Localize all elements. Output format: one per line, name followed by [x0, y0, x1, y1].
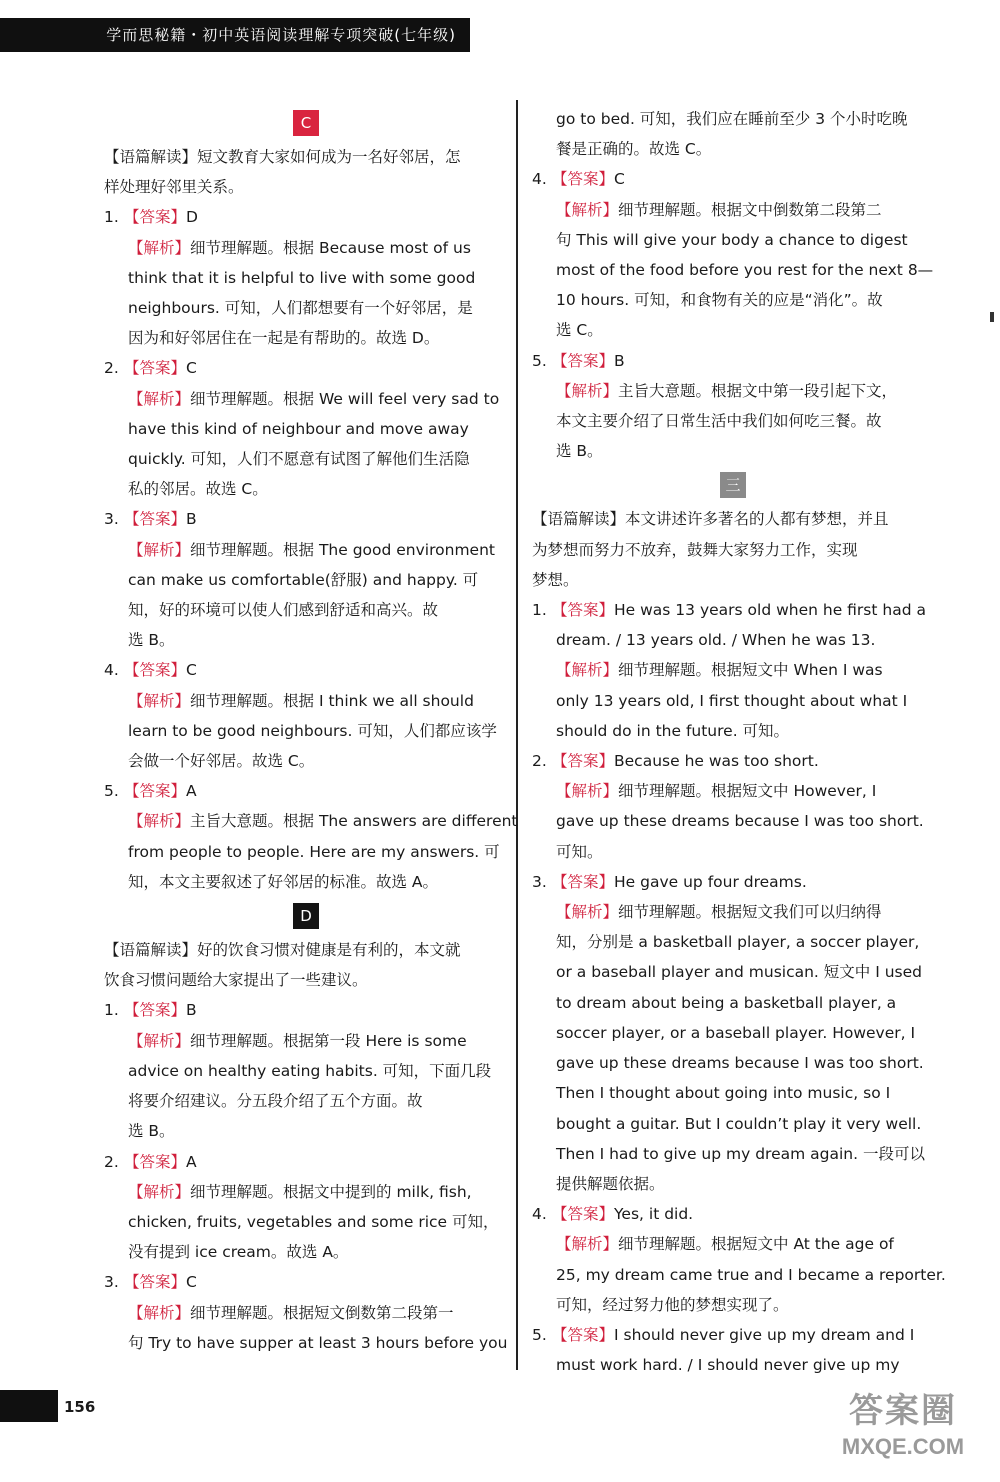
line-text: to dream about being a basketball player, a — [556, 993, 897, 1012]
text-line — [104, 1328, 508, 1358]
line-text: 因为和好邻居住在一起是有帮助的。故选 D。 — [128, 329, 440, 348]
watermark-top: 答案圈 — [849, 1392, 957, 1430]
text-line — [532, 104, 934, 134]
line-text: 细节理解题。根据短文中 When I was — [618, 661, 883, 680]
line-text: learn to be good neighbours. 可知，人们都应该学 — [128, 721, 497, 740]
analysis-label: 【解析】 — [128, 540, 191, 559]
line-text: 细节理解题。根据短文我们可以归纳得 — [618, 903, 882, 922]
text-line — [532, 897, 934, 927]
text-line — [104, 716, 508, 746]
line-text: quickly. 可知，人们不愿意有试图了解他们生活隐 — [128, 450, 470, 469]
section-header — [104, 897, 508, 935]
text-line — [104, 323, 508, 353]
text-line — [532, 927, 934, 957]
text-line — [532, 1078, 934, 1108]
line-text: most of the food before you rest for the next 8— — [556, 261, 934, 280]
answer-text: C — [186, 359, 197, 378]
text-line — [104, 837, 508, 867]
text-line — [104, 935, 508, 965]
text-line — [104, 172, 508, 202]
answer-text: C — [614, 170, 625, 189]
text-line — [532, 957, 934, 987]
analysis-label: 【解析】 — [556, 903, 619, 922]
text-line — [532, 255, 934, 285]
text-line — [104, 1086, 508, 1116]
line-text: gave up these dreams because I was too short. — [556, 1054, 924, 1073]
text-line — [532, 686, 934, 716]
answer-text: A — [186, 782, 197, 801]
text-line — [532, 1048, 934, 1078]
watermark-bottom: MXQE.COM — [841, 1434, 965, 1459]
line-text: 私的邻居。故选 C。 — [128, 480, 268, 499]
question-number: 4. — [532, 170, 547, 189]
text-line — [532, 225, 934, 255]
text-line — [532, 1229, 934, 1259]
line-text: only 13 years old, I first thought about what I — [556, 691, 908, 710]
text-line — [104, 565, 508, 595]
question-number: 2. — [532, 752, 547, 771]
text-line — [104, 293, 508, 323]
text-line — [104, 233, 508, 263]
analysis-label: 【解析】 — [556, 661, 619, 680]
analysis-label: 【解析】 — [128, 691, 191, 710]
line-text: 知，本文主要叙述了好邻居的标准。故选 A。 — [128, 872, 439, 891]
text-line — [532, 655, 934, 685]
page-number-bar — [0, 1390, 58, 1422]
text-line — [104, 1056, 508, 1086]
text-line — [532, 1109, 934, 1139]
line-text: 没有提到 ice cream。故选 A。 — [128, 1243, 349, 1262]
line-text: 细节理解题。根据 The good environment — [190, 540, 495, 559]
answer-label: 【答案】 — [124, 782, 187, 801]
line-text: Then I had to give up my dream again. 一段可以 — [556, 1144, 925, 1163]
text-line — [104, 142, 508, 172]
line-text: 细节理解题。根据 We will feel very sad to — [190, 389, 500, 408]
answer-line — [104, 655, 508, 685]
answer-label: 【答案】 — [124, 510, 187, 529]
question-number: 5. — [532, 351, 547, 370]
answer-line — [104, 1267, 508, 1297]
answer-line — [532, 1199, 934, 1229]
line-text: can make us comfortable(舒服) and happy. 可 — [128, 570, 479, 589]
watermark-logo — [818, 1390, 988, 1474]
answer-text: C — [186, 661, 197, 680]
text-line — [532, 1139, 934, 1169]
line-text: 可知，经过努力他的梦想实现了。 — [556, 1295, 789, 1314]
answer-text: B — [186, 510, 197, 529]
answer-text: B — [614, 351, 625, 370]
answer-line — [104, 202, 508, 232]
text-line — [104, 444, 508, 474]
question-number: 5. — [532, 1325, 547, 1344]
analysis-label: 【解析】 — [128, 1182, 191, 1201]
line-text: 细节理解题。根据第一段 Here is some — [190, 1031, 467, 1050]
line-text: 提供解题依据。 — [556, 1174, 665, 1193]
line-text: 梦想。 — [532, 570, 579, 589]
line-text: 可知。 — [556, 842, 603, 861]
question-number: 2. — [104, 1152, 119, 1171]
text-line — [532, 436, 934, 466]
line-text: bought a guitar. But I couldn’t play it very well. — [556, 1114, 922, 1133]
line-text: 细节理解题。根据短文倒数第二段第一 — [190, 1303, 454, 1322]
line-text: Then I thought about going into music, so I — [556, 1084, 891, 1103]
section-badge: C — [293, 110, 319, 136]
line-text: 选 B。 — [128, 1122, 175, 1141]
answer-label: 【答案】 — [552, 872, 615, 891]
line-text: 主旨大意题。根据 The answers are different — [190, 812, 518, 831]
line-text: soccer player, or a baseball player. However, I — [556, 1023, 916, 1042]
answer-text: B — [186, 1001, 197, 1020]
analysis-label: 【解析】 — [128, 812, 191, 831]
line-text: 选 B。 — [128, 631, 175, 650]
section-header — [532, 466, 934, 504]
answer-label: 【答案】 — [552, 170, 615, 189]
line-text: 选 B。 — [556, 442, 603, 461]
section-badge: 三 — [720, 472, 746, 498]
answer-line — [532, 1320, 934, 1350]
line-text: go to bed. 可知，我们应在睡前至少 3 个小时吃晚 — [556, 110, 908, 128]
analysis-label: 【解析】 — [128, 1303, 191, 1322]
column-divider — [516, 100, 518, 1370]
section-header — [104, 104, 508, 142]
analysis-label: 【解析】 — [556, 200, 619, 219]
line-text: 【语篇解读】本文讲述许多著名的人都有梦想，并且 — [532, 510, 889, 529]
line-text: should do in the future. 可知。 — [556, 721, 790, 740]
line-text: 句 Try to have supper at least 3 hours before you — [128, 1333, 508, 1352]
text-line — [104, 1026, 508, 1056]
section-badge: D — [293, 903, 319, 929]
answer-text: He was 13 years old when he first had a — [614, 601, 926, 620]
question-number: 4. — [532, 1205, 547, 1224]
analysis-label: 【解析】 — [556, 381, 619, 400]
line-text: or a baseball player and musican. 短文中 I used — [556, 963, 922, 982]
question-number: 3. — [104, 510, 119, 529]
text-line — [104, 263, 508, 293]
answer-label: 【答案】 — [124, 208, 187, 227]
text-line — [532, 776, 934, 806]
text-line — [532, 134, 934, 164]
answer-line — [532, 746, 934, 776]
text-line — [104, 535, 508, 565]
page-number: 156 — [64, 1398, 96, 1416]
question-number: 5. — [104, 782, 119, 801]
answer-line — [532, 595, 934, 625]
left-column — [104, 104, 518, 1358]
answer-line — [104, 1147, 508, 1177]
answer-label: 【答案】 — [552, 351, 615, 370]
text-line — [532, 565, 934, 595]
text-line — [104, 625, 508, 655]
text-line — [104, 1237, 508, 1267]
line-text: 餐是正确的。故选 C。 — [556, 140, 712, 159]
answer-text: I should never give up my dream and I — [614, 1325, 915, 1344]
line-text: 句 This will give your body a chance to digest — [556, 230, 908, 249]
line-text: 本文主要介绍了日常生活中我们如何吃三餐。故 — [556, 412, 882, 431]
text-line — [532, 806, 934, 836]
line-text: 知，分别是 a basketball player, a soccer player, — [556, 933, 920, 952]
line-text: 选 C。 — [556, 321, 603, 340]
header-title: 学而思秘籍・初中英语阅读理解专项突破(七年级) — [106, 26, 456, 44]
text-line — [104, 1207, 508, 1237]
answer-line — [532, 867, 934, 897]
answer-label: 【答案】 — [552, 601, 615, 620]
answer-line — [532, 164, 934, 194]
question-number: 4. — [104, 661, 119, 680]
answer-label: 【答案】 — [124, 1273, 187, 1292]
text-line — [104, 965, 508, 995]
text-line — [532, 315, 934, 345]
text-line — [104, 806, 518, 836]
line-text: from people to people. Here are my answers. 可 — [128, 842, 500, 861]
line-text: 样处理好邻里关系。 — [104, 178, 244, 197]
text-line — [532, 285, 934, 315]
text-line — [104, 867, 508, 897]
analysis-label: 【解析】 — [128, 238, 191, 257]
line-text: neighbours. 可知，人们都想要有一个好邻居，是 — [128, 299, 473, 318]
line-text: gave up these dreams because I was too short. — [556, 812, 924, 831]
answer-text: Yes, it did. — [614, 1205, 694, 1224]
answer-text: C — [186, 1273, 197, 1292]
line-text: 主旨大意题。根据文中第一段引起下文， — [618, 381, 898, 400]
text-line — [532, 988, 934, 1018]
analysis-label: 【解析】 — [128, 389, 191, 408]
text-line — [532, 535, 934, 565]
line-text: 细节理解题。根据短文中 At the age of — [618, 1235, 894, 1254]
line-text: 细节理解题。根据 I think we all should — [190, 691, 474, 710]
text-line — [532, 1350, 934, 1380]
text-line — [532, 376, 934, 406]
answer-label: 【答案】 — [124, 1001, 187, 1020]
line-text: 将要介绍建议。分五段介绍了五个方面。故 — [128, 1092, 423, 1111]
analysis-label: 【解析】 — [556, 1235, 619, 1254]
answer-label: 【答案】 — [124, 661, 187, 680]
text-line — [104, 1177, 508, 1207]
answer-text: He gave up four dreams. — [614, 872, 807, 891]
answer-line — [104, 995, 508, 1025]
answer-line — [104, 776, 508, 806]
analysis-label: 【解析】 — [556, 782, 619, 801]
line-text: chicken, fruits, vegetables and some rice 可知， — [128, 1212, 499, 1231]
question-number: 3. — [532, 872, 547, 891]
text-line — [104, 414, 508, 444]
edge-mark — [990, 312, 994, 322]
text-line — [532, 195, 934, 225]
line-text: 会做一个好邻居。故选 C。 — [128, 752, 315, 771]
text-line — [532, 1169, 934, 1199]
line-text: 饮食习惯问题给大家提出了一些建议。 — [104, 971, 368, 990]
analysis-label: 【解析】 — [128, 1031, 191, 1050]
line-text: 细节理解题。根据短文中 However, I — [618, 782, 877, 801]
answer-line — [532, 346, 934, 376]
answer-label: 【答案】 — [552, 752, 615, 771]
line-text: 知，好的环境可以使人们感到舒适和高兴。故 — [128, 601, 439, 620]
line-text: dream. / 13 years old. / When he was 13. — [556, 631, 876, 650]
line-text: 细节理解题。根据文中倒数第二段第二 — [618, 200, 882, 219]
answer-text: A — [186, 1152, 197, 1171]
line-text: 细节理解题。根据文中提到的 milk, fish, — [190, 1182, 472, 1201]
text-line — [104, 384, 508, 414]
text-line — [532, 1290, 934, 1320]
question-number: 2. — [104, 359, 119, 378]
line-text: 细节理解题。根据 Because most of us — [190, 238, 471, 257]
question-number: 1. — [104, 1001, 119, 1020]
question-number: 1. — [532, 601, 547, 620]
text-line — [104, 474, 508, 504]
answer-line — [104, 353, 508, 383]
line-text: advice on healthy eating habits. 可知，下面几段 — [128, 1061, 492, 1080]
answer-label: 【答案】 — [124, 359, 187, 378]
header-title-bar — [0, 18, 470, 52]
line-text: 25, my dream came true and I became a reporter. — [556, 1265, 946, 1284]
line-text: 【语篇解读】短文教育大家如何成为一名好邻居，怎 — [104, 148, 461, 166]
question-number: 1. — [104, 208, 119, 227]
text-line — [104, 686, 508, 716]
text-line — [532, 625, 934, 655]
answer-label: 【答案】 — [552, 1325, 615, 1344]
text-line — [532, 1018, 934, 1048]
answer-line — [104, 504, 508, 534]
answer-label: 【答案】 — [552, 1205, 615, 1224]
text-line — [104, 1298, 508, 1328]
text-line — [104, 1116, 508, 1146]
line-text: 为梦想而努力不放弃，鼓舞大家努力工作，实现 — [532, 540, 858, 559]
text-line — [532, 837, 934, 867]
text-line — [104, 595, 508, 625]
text-line — [104, 746, 508, 776]
line-text: 10 hours. 可知，和食物有关的应是“消化”。故 — [556, 291, 883, 310]
line-text: must work hard. / I should never give up my — [556, 1356, 900, 1375]
right-column — [532, 104, 946, 1380]
line-text: have this kind of neighbour and move away — [128, 419, 469, 438]
answer-text: Because he was too short. — [614, 752, 819, 771]
text-line — [532, 1260, 946, 1290]
line-text: think that it is helpful to live with some good — [128, 268, 476, 287]
answer-text: D — [186, 208, 198, 227]
line-text: 【语篇解读】好的饮食习惯对健康是有利的，本文就 — [104, 941, 461, 960]
text-line — [532, 406, 934, 436]
text-line — [532, 504, 934, 534]
text-line — [532, 716, 934, 746]
answer-label: 【答案】 — [124, 1152, 187, 1171]
question-number: 3. — [104, 1273, 119, 1292]
